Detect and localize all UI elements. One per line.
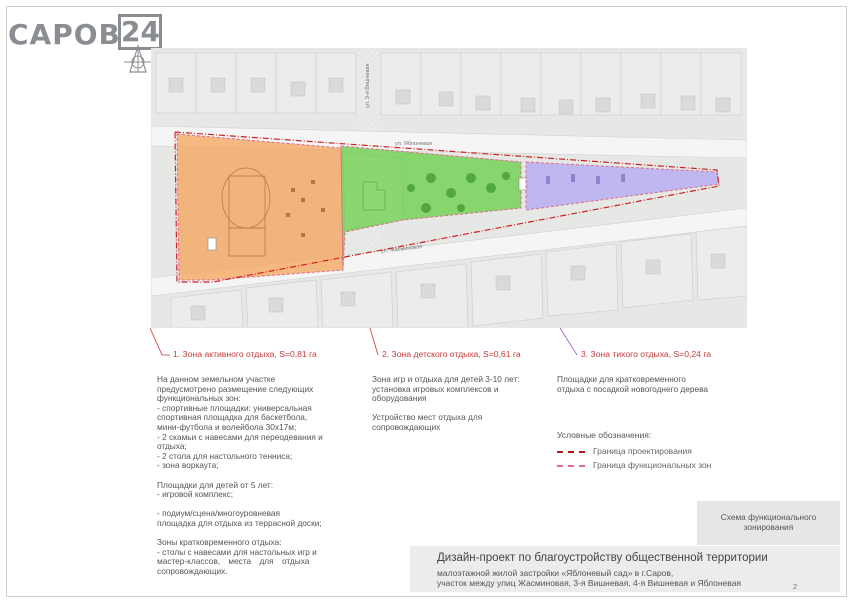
project-subtitle-2: участок между улиц Жасминовая, 3-я Вишневая, 4-я Вишневая и Яблоневая bbox=[437, 578, 742, 588]
scheme-title: Схема функционального зонирования bbox=[697, 501, 840, 545]
description-quiet-zone: Площадки для кратковременного отдыха с посадкой новогоднего дерева bbox=[557, 374, 708, 394]
zone-caption-active: 1. Зона активного отдыха, S=0,81 га bbox=[173, 349, 317, 359]
legend-swatch-zone-boundary bbox=[557, 465, 585, 467]
description-children-zone: Зона игр и отдыха для детей 3-10 лет: установка игровых комплексов и оборудования Устройство мест отдыха для сопровождающих bbox=[372, 374, 520, 432]
zone-caption-children: 2. Зона детского отдыха, S=0,61 га bbox=[382, 349, 521, 359]
street-label-south: ул. Жасминовая bbox=[380, 243, 423, 255]
street-label-north: ул. Яблоневая bbox=[395, 141, 433, 147]
street-label-east: ул. 3-я Вишневая bbox=[365, 63, 371, 108]
zone-caption-quiet: 3. Зона тихого отдыха, S=0,24 га bbox=[581, 349, 712, 359]
legend-title: Условные обозначения: bbox=[557, 430, 652, 440]
logo-number: 24 bbox=[118, 14, 162, 50]
description-active-zone: На данном земельном участке предусмотрено размещение следующих функциональных зон: - спортивные площадки: универсальная спортивная площадка для баскетбола, мини-футбола и волейбола 30х17м; - 2 скамьи с навесами для переодевания и отдыха; - 2 стола для настольного тенниса; - зона воркаута; Площадки для детей от 5 лет: - игровой комплекс; - подиум/сцена/многоуровневая площадка для отдыха из террасной доски; Зоны кратковременного отдыха: - столы с навесами для настольных игр и мастер-классов, места для отдыха сопровождающих. bbox=[157, 374, 323, 576]
logo-text: САРОВ bbox=[8, 18, 121, 51]
project-subtitle-1: малоэтажной жилой застройки «Яблоневый сад» в г.Саров, bbox=[437, 568, 674, 578]
legend-swatch-project-boundary bbox=[557, 451, 585, 453]
page-number: 2 bbox=[793, 582, 798, 591]
project-title: Дизайн-проект по благоустройству общественной территории bbox=[437, 552, 768, 564]
